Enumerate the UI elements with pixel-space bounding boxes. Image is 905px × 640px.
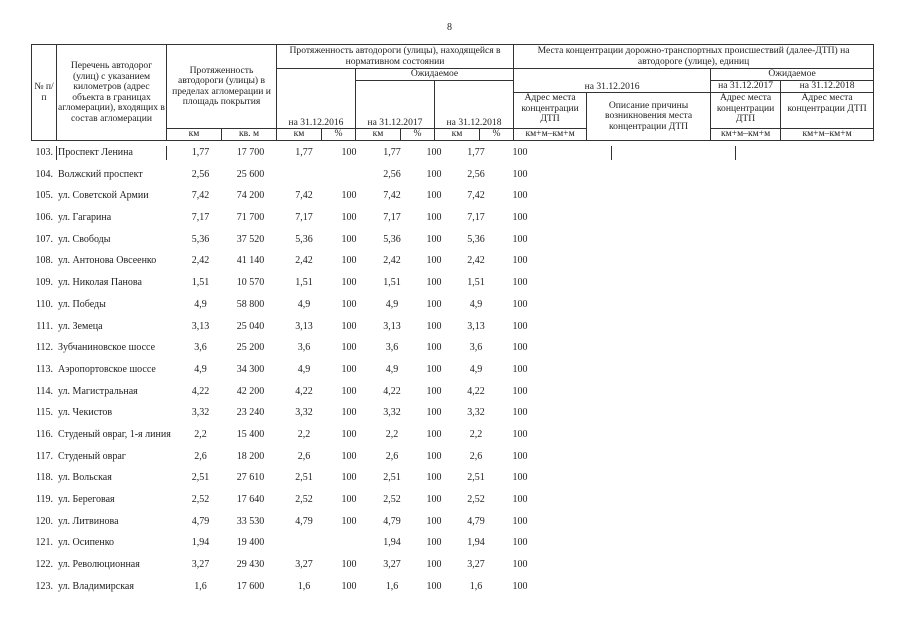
normative-pct-2017: 100 xyxy=(426,190,442,202)
area-sqm: 58 800 xyxy=(236,298,265,310)
normative-km-2017: 4,79 xyxy=(383,515,401,527)
length-km: 2,51 xyxy=(191,472,210,484)
unit-kmm-2017: км+м–км+м xyxy=(711,129,781,141)
row-number: 114. xyxy=(35,385,53,397)
length-km: 2,6 xyxy=(194,450,207,462)
dtp-empty-cell xyxy=(540,558,873,580)
normative-km-2018: 2,6 xyxy=(469,450,483,462)
normative-km-2016: 3,32 xyxy=(295,407,313,419)
table-row xyxy=(31,276,873,298)
normative-pct-2018: 100 xyxy=(512,363,528,375)
normative-km-2018: 2,51 xyxy=(467,472,485,484)
normative-km-2018: 3,32 xyxy=(467,407,485,419)
normative-km-2017: 3,27 xyxy=(383,559,401,571)
normative-pct-2016 xyxy=(330,168,368,190)
area-sqm: 17 640 xyxy=(236,494,265,505)
header-dtp: Места концентрации дорожно-транспортных происшествий (далее-ДТП) на автодороге (улице), единиц xyxy=(514,45,874,69)
road-name: Волжский проспект xyxy=(58,168,143,180)
unit-pct-2016: % xyxy=(322,129,356,141)
normative-pct-2017: 100 xyxy=(426,494,442,505)
normative-pct-2017: 100 xyxy=(426,342,442,354)
normative-pct-2017: 100 xyxy=(426,450,442,462)
normative-pct-2017: 100 xyxy=(426,559,442,571)
page-number: 8 xyxy=(447,22,452,33)
normative-km-2017: 1,94 xyxy=(383,537,401,549)
header-dtp-2017: на 31.12.2017 xyxy=(711,81,781,93)
normative-km-2018: 4,9 xyxy=(469,363,483,375)
unit-sqm: кв. м xyxy=(222,129,277,141)
area-sqm: 33 530 xyxy=(236,515,265,527)
dtp-empty-cell xyxy=(540,168,873,190)
normative-km-2016: 4,9 xyxy=(297,298,311,310)
road-name: ул. Свободы xyxy=(58,233,111,245)
normative-pct-2016: 100 xyxy=(341,342,357,354)
normative-km-2016: 4,79 xyxy=(295,515,313,527)
normative-pct-2017: 100 xyxy=(426,515,442,527)
normative-pct-2016: 100 xyxy=(341,450,357,462)
row-number: 122. xyxy=(35,559,53,571)
roads-table xyxy=(31,146,873,601)
area-sqm: 23 240 xyxy=(236,407,265,419)
normative-km-2016 xyxy=(278,536,330,558)
normative-km-2018: 3,13 xyxy=(467,320,485,332)
header-reason: Описание причины возникновения места концентрации ДТП xyxy=(587,93,711,141)
normative-pct-2018: 100 xyxy=(512,515,528,527)
length-km: 1,94 xyxy=(191,537,210,549)
area-sqm: 25 040 xyxy=(236,320,265,332)
normative-km-2017: 1,77 xyxy=(383,147,401,158)
normative-pct-2016: 100 xyxy=(341,147,357,158)
normative-km-2018: 1,94 xyxy=(467,537,485,549)
unit-pct-2018: % xyxy=(480,129,514,141)
normative-pct-2017: 100 xyxy=(426,580,442,592)
length-km: 2,52 xyxy=(191,494,210,505)
table-row xyxy=(31,558,873,580)
normative-km-2018: 3,27 xyxy=(467,559,485,571)
row-number: 117. xyxy=(35,450,53,462)
normative-km-2018: 1,77 xyxy=(467,147,485,158)
header-norm-2017: на 31.12.2017 xyxy=(356,81,435,129)
normative-km-2016: 3,6 xyxy=(297,342,311,354)
area-sqm: 71 700 xyxy=(236,212,265,224)
header-road-list: Перечень автодорог (улиц) с указанием километров (адрес объекта в границах агломерации), входящих в состав агломерации xyxy=(57,45,167,141)
normative-pct-2017: 100 xyxy=(426,277,442,289)
normative-pct-2017: 100 xyxy=(426,168,442,180)
area-sqm: 18 200 xyxy=(236,450,265,462)
row-number: 118. xyxy=(35,472,53,484)
normative-pct-2016: 100 xyxy=(341,472,357,484)
normative-pct-2016: 100 xyxy=(341,255,357,267)
length-km: 3,27 xyxy=(191,559,210,571)
header-addr-2017: Адрес места концентрации ДТП xyxy=(711,93,781,129)
unit-km-2016: км xyxy=(277,129,322,141)
table-row xyxy=(31,580,873,602)
normative-pct-2018: 100 xyxy=(512,428,528,440)
normative-pct-2016 xyxy=(330,536,368,558)
normative-km-2017: 2,51 xyxy=(383,472,401,484)
dtp-empty-cell xyxy=(540,493,873,515)
row-number: 113. xyxy=(35,363,53,375)
road-name: ул. Победы xyxy=(58,298,106,310)
dtp-empty-cell xyxy=(540,298,873,320)
table-row xyxy=(31,428,873,450)
normative-pct-2016: 100 xyxy=(341,233,357,245)
row-number: 120. xyxy=(35,515,53,527)
normative-pct-2016: 100 xyxy=(341,515,357,527)
road-name: ул. Гагарина xyxy=(58,212,112,224)
normative-pct-2017: 100 xyxy=(426,537,442,549)
normative-km-2017: 2,2 xyxy=(385,428,399,440)
header-length: Протяженность автодороги (улицы) в пределах агломерации и площадь покрытия xyxy=(167,45,277,129)
row-number: 123. xyxy=(35,580,53,592)
normative-km-2018: 7,42 xyxy=(467,190,485,202)
normative-km-2017: 2,56 xyxy=(383,168,401,180)
area-sqm: 25 600 xyxy=(236,168,265,180)
road-name: ул. Вольская xyxy=(58,472,112,484)
normative-pct-2018: 100 xyxy=(512,277,528,289)
dtp-empty-cell xyxy=(540,471,873,493)
road-name: ул. Владимирская xyxy=(58,580,134,592)
normative-km-2016: 1,6 xyxy=(297,580,311,592)
row-number: 112. xyxy=(35,342,53,354)
area-sqm: 42 200 xyxy=(236,385,265,397)
table-row xyxy=(31,168,873,190)
normative-pct-2016: 100 xyxy=(341,385,357,397)
normative-pct-2017: 100 xyxy=(426,147,442,158)
row-number: 107. xyxy=(35,233,53,245)
normative-km-2017: 1,51 xyxy=(383,277,401,289)
header-dtp-expected: Ожидаемое xyxy=(711,69,874,81)
unit-kmm-2018: км+м–км+м xyxy=(781,129,874,141)
normative-pct-2016: 100 xyxy=(341,363,357,375)
normative-km-2017: 1,6 xyxy=(385,580,399,592)
normative-pct-2018: 100 xyxy=(512,494,528,505)
normative-km-2017: 3,13 xyxy=(383,320,401,332)
normative-pct-2017: 100 xyxy=(426,320,442,332)
area-sqm: 34 300 xyxy=(236,363,265,375)
normative-pct-2017: 100 xyxy=(426,407,442,419)
normative-pct-2018: 100 xyxy=(512,147,528,158)
table-header xyxy=(31,44,874,141)
normative-km-2016: 2,6 xyxy=(297,450,311,462)
normative-km-2016: 7,17 xyxy=(295,212,313,224)
table-row xyxy=(31,233,873,255)
dtp-empty-cell xyxy=(540,406,873,428)
road-name: ул. Береговая xyxy=(58,494,115,505)
table-row xyxy=(31,320,873,342)
normative-km-2016: 2,51 xyxy=(295,472,313,484)
normative-km-2018: 1,6 xyxy=(469,580,483,592)
road-name: Студеный овраг, 1-я линия xyxy=(58,428,171,440)
normative-pct-2016: 100 xyxy=(341,298,357,310)
normative-pct-2018: 100 xyxy=(512,450,528,462)
area-sqm: 10 570 xyxy=(236,277,265,289)
table-row xyxy=(31,493,873,515)
normative-pct-2018: 100 xyxy=(512,233,528,245)
dtp-empty-cell xyxy=(540,189,873,211)
normative-pct-2018: 100 xyxy=(512,255,528,267)
road-name: Аэропортовское шоссе xyxy=(58,363,156,375)
row-number: 103. xyxy=(35,147,53,158)
area-sqm: 25 200 xyxy=(236,342,265,354)
dtp-empty-cell xyxy=(540,320,873,342)
road-name: ул. Осипенко xyxy=(58,537,115,549)
normative-km-2017: 2,52 xyxy=(383,494,401,505)
length-km: 1,6 xyxy=(194,580,207,592)
table-row xyxy=(31,536,873,558)
normative-km-2016: 3,13 xyxy=(295,320,313,332)
normative-pct-2018: 100 xyxy=(512,212,528,224)
row-number: 109. xyxy=(35,277,53,289)
header-norm-2016: на 31.12.2016 xyxy=(277,69,356,129)
dtp-empty-cell xyxy=(540,385,873,407)
normative-km-2017: 3,6 xyxy=(385,342,399,354)
table-row xyxy=(31,450,873,472)
row-number: 116. xyxy=(35,428,53,440)
road-name: Студеный овраг xyxy=(58,450,126,462)
normative-km-2016: 4,9 xyxy=(297,363,311,375)
normative-pct-2017: 100 xyxy=(426,472,442,484)
table-row xyxy=(31,385,873,407)
normative-km-2018: 1,51 xyxy=(467,277,485,289)
normative-pct-2018: 100 xyxy=(512,385,528,397)
normative-pct-2018: 100 xyxy=(512,168,528,180)
normative-pct-2018: 100 xyxy=(512,298,528,310)
dtp-empty-cell xyxy=(540,146,873,168)
header-norm-2018: на 31.12.2018 xyxy=(435,81,514,129)
normative-pct-2018: 100 xyxy=(512,580,528,592)
length-km: 5,36 xyxy=(191,233,210,245)
road-name: ул. Земеца xyxy=(58,320,103,332)
length-km: 3,32 xyxy=(191,407,210,419)
road-name: ул. Магистральная xyxy=(58,385,138,397)
road-name: ул. Литвинова xyxy=(58,515,119,527)
table-row xyxy=(31,341,873,363)
table-row xyxy=(31,146,873,168)
normative-pct-2016: 100 xyxy=(341,428,357,440)
normative-pct-2017: 100 xyxy=(426,212,442,224)
unit-km: км xyxy=(167,129,222,141)
table-row xyxy=(31,471,873,493)
normative-km-2018: 7,17 xyxy=(467,212,485,224)
normative-pct-2018: 100 xyxy=(512,342,528,354)
unit-km-2018: км xyxy=(435,129,480,141)
table-row xyxy=(31,363,873,385)
length-km: 4,9 xyxy=(194,298,207,310)
row-number: 106. xyxy=(35,212,53,224)
normative-km-2017: 4,22 xyxy=(383,385,401,397)
normative-pct-2018: 100 xyxy=(512,537,528,549)
length-km: 7,17 xyxy=(191,212,210,224)
area-sqm: 15 400 xyxy=(236,428,265,440)
dtp-empty-cell xyxy=(540,341,873,363)
row-number: 121. xyxy=(35,537,53,549)
table-row xyxy=(31,189,873,211)
header-dtp-2018: на 31.12.2018 xyxy=(781,81,874,93)
dtp-empty-cell xyxy=(540,211,873,233)
normative-km-2018: 4,79 xyxy=(467,515,485,527)
normative-pct-2018: 100 xyxy=(512,320,528,332)
length-km: 2,42 xyxy=(191,255,210,267)
dtp-empty-cell xyxy=(540,254,873,276)
normative-pct-2016: 100 xyxy=(341,580,357,592)
table-row xyxy=(31,515,873,537)
normative-km-2018: 5,36 xyxy=(467,233,485,245)
normative-pct-2018: 100 xyxy=(512,472,528,484)
area-sqm: 37 520 xyxy=(236,233,265,245)
header-dtp-2016: на 31.12.2016 xyxy=(514,69,711,93)
normative-pct-2017: 100 xyxy=(426,428,442,440)
dtp-empty-cell xyxy=(540,536,873,558)
normative-km-2017: 7,17 xyxy=(383,212,401,224)
normative-pct-2017: 100 xyxy=(426,255,442,267)
normative-km-2016: 4,22 xyxy=(295,385,313,397)
row-number: 104. xyxy=(35,168,53,180)
row-number: 115. xyxy=(35,407,53,419)
table-row xyxy=(31,298,873,320)
road-name: ул. Советской Армии xyxy=(58,190,149,202)
table-row xyxy=(31,211,873,233)
length-km: 4,79 xyxy=(191,515,210,527)
normative-km-2017: 7,42 xyxy=(383,190,401,202)
area-sqm: 27 610 xyxy=(236,472,265,484)
header-addr-2016: Адрес места концентрации ДТП xyxy=(514,93,587,129)
dtp-empty-cell xyxy=(540,276,873,298)
road-name: ул. Революционная xyxy=(58,559,140,571)
dtp-empty-cell xyxy=(540,363,873,385)
normative-pct-2016: 100 xyxy=(341,407,357,419)
normative-km-2017: 2,6 xyxy=(385,450,399,462)
length-km: 3,6 xyxy=(194,342,207,354)
length-km: 4,9 xyxy=(194,363,207,375)
header-num: № п/п xyxy=(32,45,57,141)
normative-pct-2016: 100 xyxy=(341,494,357,505)
area-sqm: 41 140 xyxy=(236,255,265,267)
area-sqm: 29 430 xyxy=(236,559,265,571)
header-addr-2018: Адрес места концентрации ДТП xyxy=(781,93,874,129)
normative-pct-2018: 100 xyxy=(512,190,528,202)
normative-km-2016: 5,36 xyxy=(295,233,313,245)
normative-km-2016: 2,2 xyxy=(297,428,311,440)
normative-km-2018: 4,9 xyxy=(469,298,483,310)
normative-pct-2017: 100 xyxy=(426,385,442,397)
length-km: 2,2 xyxy=(194,428,207,440)
normative-km-2016: 1,51 xyxy=(295,277,313,289)
unit-pct-2017: % xyxy=(401,129,435,141)
table-row xyxy=(31,406,873,428)
dtp-empty-cell xyxy=(540,450,873,472)
normative-km-2018: 4,22 xyxy=(467,385,485,397)
header-norm-expected: Ожидаемое xyxy=(356,69,514,81)
length-km: 2,56 xyxy=(191,168,210,180)
road-name: ул. Антонова Овсеенко xyxy=(58,255,157,267)
row-number: 108. xyxy=(35,255,53,267)
normative-km-2018: 2,2 xyxy=(469,428,483,440)
row-number: 119. xyxy=(35,494,53,505)
dtp-empty-cell xyxy=(540,428,873,450)
road-name: ул. Чекистов xyxy=(58,407,113,419)
normative-km-2018: 3,6 xyxy=(469,342,483,354)
normative-km-2017: 5,36 xyxy=(383,233,401,245)
road-name: ул. Николая Панова xyxy=(58,277,142,289)
normative-pct-2018: 100 xyxy=(512,559,528,571)
header-normative: Протяженность автодороги (улицы), находящейся в нормативном состоянии xyxy=(277,45,514,69)
dtp-empty-cell xyxy=(540,515,873,537)
normative-km-2018: 2,52 xyxy=(467,494,485,505)
normative-km-2018: 2,56 xyxy=(467,168,485,180)
normative-pct-2017: 100 xyxy=(426,298,442,310)
area-sqm: 17 700 xyxy=(236,147,265,158)
normative-km-2017: 2,42 xyxy=(383,255,401,267)
normative-km-2018: 2,42 xyxy=(467,255,485,267)
table-row xyxy=(31,254,873,276)
normative-km-2017: 4,9 xyxy=(385,363,399,375)
normative-km-2016: 7,42 xyxy=(295,190,313,202)
normative-pct-2016: 100 xyxy=(341,212,357,224)
normative-km-2016: 2,42 xyxy=(295,255,313,267)
row-number: 105. xyxy=(35,190,53,202)
dtp-empty-cell xyxy=(540,233,873,255)
area-sqm: 19 400 xyxy=(236,537,265,549)
normative-km-2016: 3,27 xyxy=(295,559,313,571)
normative-km-2016: 2,52 xyxy=(295,494,313,505)
normative-pct-2016: 100 xyxy=(341,190,357,202)
unit-km-2017: км xyxy=(356,129,401,141)
road-name: Зубчаниновское шоссе xyxy=(58,342,156,354)
normative-km-2016 xyxy=(278,168,330,190)
length-km: 1,51 xyxy=(191,277,210,289)
length-km: 7,42 xyxy=(191,190,210,202)
normative-pct-2017: 100 xyxy=(426,233,442,245)
normative-pct-2016: 100 xyxy=(341,559,357,571)
normative-km-2017: 4,9 xyxy=(385,298,399,310)
row-number: 110. xyxy=(35,298,53,310)
area-sqm: 74 200 xyxy=(236,190,265,202)
normative-pct-2016: 100 xyxy=(341,320,357,332)
length-km: 4,22 xyxy=(191,385,210,397)
normative-km-2017: 3,32 xyxy=(383,407,401,419)
unit-kmm-2016: км+м–км+м xyxy=(514,129,587,141)
area-sqm: 17 600 xyxy=(236,580,265,592)
road-name: Проспект Ленина xyxy=(58,147,133,158)
length-km: 3,13 xyxy=(191,320,210,332)
length-km: 1,77 xyxy=(191,147,210,158)
normative-pct-2017: 100 xyxy=(426,363,442,375)
row-number: 111. xyxy=(36,320,53,332)
normative-pct-2016: 100 xyxy=(341,277,357,289)
normative-km-2016: 1,77 xyxy=(295,147,313,158)
dtp-empty-cell xyxy=(540,580,873,602)
normative-pct-2018: 100 xyxy=(512,407,528,419)
